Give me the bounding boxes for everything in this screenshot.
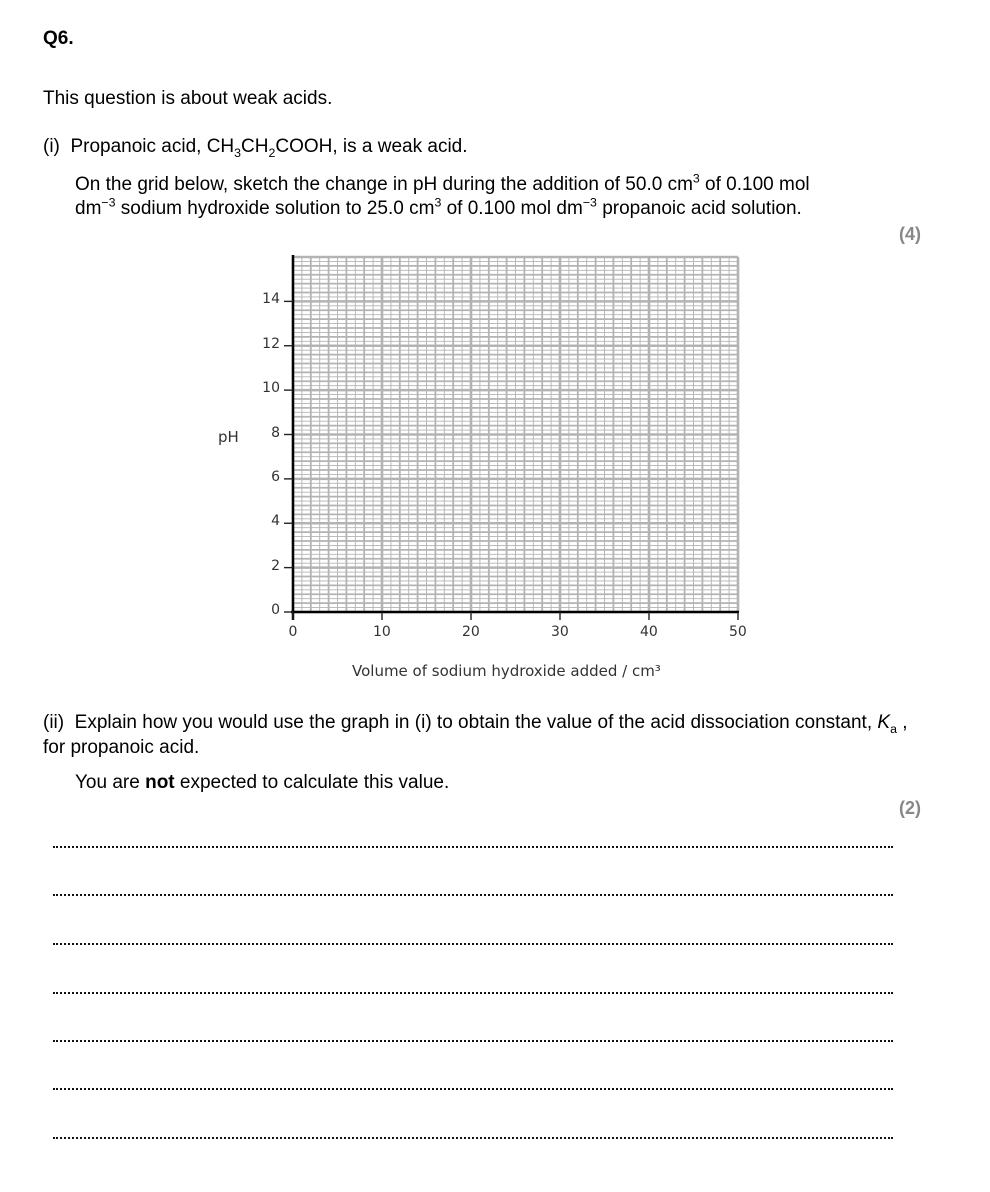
question-intro: This question is about weak acids.: [43, 88, 333, 109]
instruction-text: propanoic acid solution.: [596, 198, 802, 219]
y-tick-label: 6: [271, 468, 280, 485]
marks-part-i: (4): [899, 224, 921, 244]
part-i-heading: [43, 136, 468, 158]
x-tick-label: 0: [288, 624, 298, 640]
note-emphasis: not: [145, 772, 175, 793]
part-i-instruction: [75, 173, 935, 221]
superscript: −3: [582, 195, 597, 210]
y-tick-label: 4: [271, 513, 280, 530]
question-number: Q6.: [43, 28, 74, 49]
answer-line[interactable]: [53, 1040, 893, 1042]
subscript: 3: [234, 145, 242, 160]
x-tick-label: 30: [551, 624, 569, 640]
part-ii-text: , for propanoic acid.: [43, 712, 908, 758]
answer-line[interactable]: [53, 1137, 893, 1139]
part-ii-text: Explain how you would use the graph in (i) to obtain the value of the acid dissociation constant,: [74, 712, 878, 733]
x-tick-label: 10: [373, 624, 391, 640]
part-i-label: (i): [43, 136, 60, 157]
superscript: −3: [101, 195, 116, 210]
y-tick-label: 2: [271, 557, 280, 574]
x-axis-label: [352, 662, 661, 680]
marks-part-ii: (2): [899, 798, 921, 818]
part-ii-note: [75, 772, 449, 794]
part-i-text: CH: [241, 136, 269, 157]
answer-line[interactable]: [53, 992, 893, 994]
subscript: 2: [268, 145, 276, 160]
y-axis-label: pH: [218, 428, 239, 446]
ph-titration-grid[interactable]: [200, 245, 800, 695]
y-tick-label: 8: [271, 424, 280, 441]
answer-line[interactable]: [53, 894, 893, 896]
y-tick-label: 10: [262, 380, 280, 397]
instruction-text: sodium hydroxide solution to 25.0 cm: [115, 198, 435, 219]
superscript: 3: [434, 195, 442, 210]
instruction-text: of 0.100 mol dm: [441, 198, 583, 219]
y-tick-label: 12: [262, 335, 280, 352]
instruction-text: On the grid below, sketch the change in pH during the addition of 50.0 cm: [75, 174, 693, 195]
x-tick-label: 40: [640, 624, 658, 640]
instruction-text: of 0.100 mol: [699, 174, 810, 195]
y-tick-label: 0: [271, 602, 280, 618]
ka-symbol: K: [877, 712, 891, 733]
x-tick-label: 20: [462, 624, 480, 640]
answer-line[interactable]: [53, 1088, 893, 1090]
answer-line[interactable]: [53, 943, 893, 945]
note-text: You are: [75, 772, 146, 793]
answer-line[interactable]: [53, 846, 893, 848]
part-i-text: Propanoic acid, CH: [70, 136, 235, 157]
x-tick-label: 50: [729, 624, 747, 640]
subscript: a: [890, 721, 897, 736]
x-axis-label-text: Volume of sodium hydroxide added / cm³: [352, 662, 661, 680]
instruction-text: dm: [75, 198, 102, 219]
note-text: expected to calculate this value.: [174, 772, 450, 793]
part-i-text: COOH, is a weak acid.: [275, 136, 468, 157]
y-tick-label: 14: [262, 291, 280, 308]
part-ii-question: [43, 710, 923, 760]
superscript: 3: [692, 171, 700, 186]
part-ii-label: (ii): [43, 712, 65, 733]
